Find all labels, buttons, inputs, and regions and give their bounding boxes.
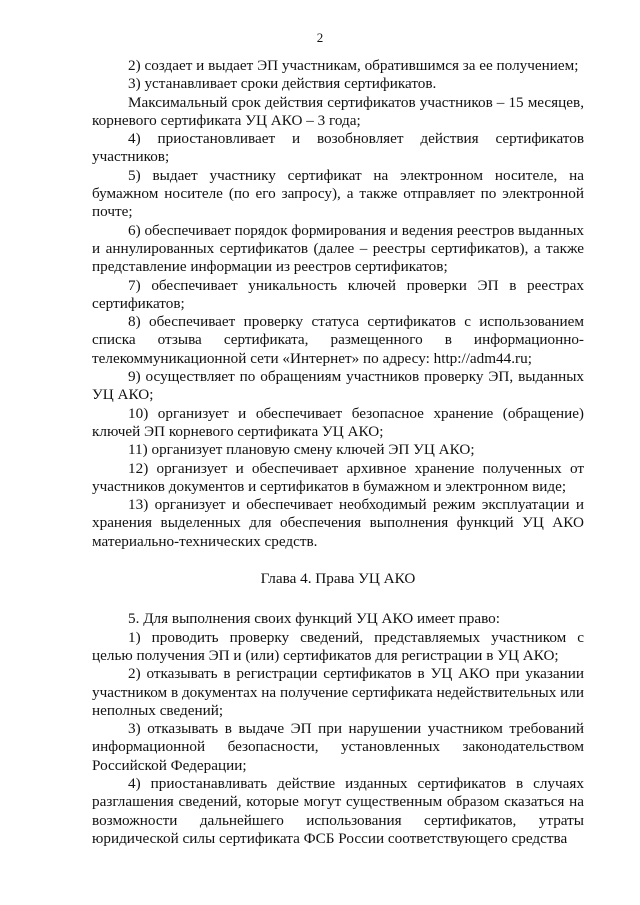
list-item-12: 12) организует и обеспечивает архивное хранение полученных от участников документов и сертификатов в бумажном и электронном виде; (92, 459, 584, 495)
right-item-3: 3) отказывать в выдаче ЭП при нарушении участником требований информационной безопасности, установленных законодательством Российской Федерации; (92, 720, 584, 774)
list-item-6: 6) обеспечивает порядок формирования и ведения реестров выданных и аннулированных сертификатов (далее – реестры сертификатов), а также представление информации из реестров сертификатов; (92, 221, 584, 276)
list-item-8: 8) обеспечивает проверку статуса сертификатов с использованием списка отзыва сертификата, размещенного в информационно-телекоммуникационной сети «Интернет» по адресу: http://adm44.ru; (92, 313, 584, 367)
list-item-4: 4) приостановливает и возобновляет действия сертификатов участников; (92, 130, 584, 166)
chapter-title: Глава 4. Права УЦ АКО (260, 570, 416, 588)
list-item-7: 7) обеспечивает уникальность ключей проверки ЭП в реестрах сертификатов; (92, 276, 584, 312)
section-5-intro: 5. Для выполнения своих функций УЦ АКО имеет право: (128, 610, 500, 628)
right-item-1: 1) проводить проверку сведений, представляемых участником с целью получения ЭП и (или) сертификатов для регистрации в УЦ АКО; (92, 628, 584, 664)
validity-period-paragraph: Максимальный срок действия сертификатов участников – 15 месяцев, корневого сертификата УЦ АКО – 3 года; (92, 93, 584, 129)
list-item-11: 11) организует плановую смену ключей ЭП УЦ АКО; (128, 441, 475, 459)
right-item-2: 2) отказывать в регистрации сертификатов в УЦ АКО при указании участником в документах на получение сертификата недействительных или неполных сведений; (92, 665, 584, 719)
list-item-3: 3) устанавливает сроки действия сертификатов. (128, 75, 437, 93)
list-item-13: 13) организует и обеспечивает необходимый режим эксплуатации и хранения выделенных для обеспечения выполнения функций УЦ АКО материально-технических средств. (92, 496, 584, 550)
document-body (92, 57, 584, 848)
list-item-2: 2) создает и выдает ЭП участникам, обратившимся за ее получением; (128, 57, 579, 74)
list-item-9: 9) осуществляет по обращениям участников проверку ЭП, выданных УЦ АКО; (92, 368, 584, 404)
list-item-10: 10) организует и обеспечивает безопасное хранение (обращение) ключей ЭП корневого сертификата УЦ АКО; (92, 404, 584, 440)
list-item-5: 5) выдает участнику сертификат на электронном носителе, на бумажном носителе (по его запросу), а также отправляет по электронной почте; (92, 166, 584, 221)
right-item-4: 4) приостанавливать действие изданных сертификатов в случаях разглашения сведений, которые могут существенным образом сказаться на возможности дальнейшего использования сертификатов, утраты юридической силы сертификата ФСБ России соответствующего средства (92, 774, 584, 847)
page-number: 2 (316, 30, 324, 45)
